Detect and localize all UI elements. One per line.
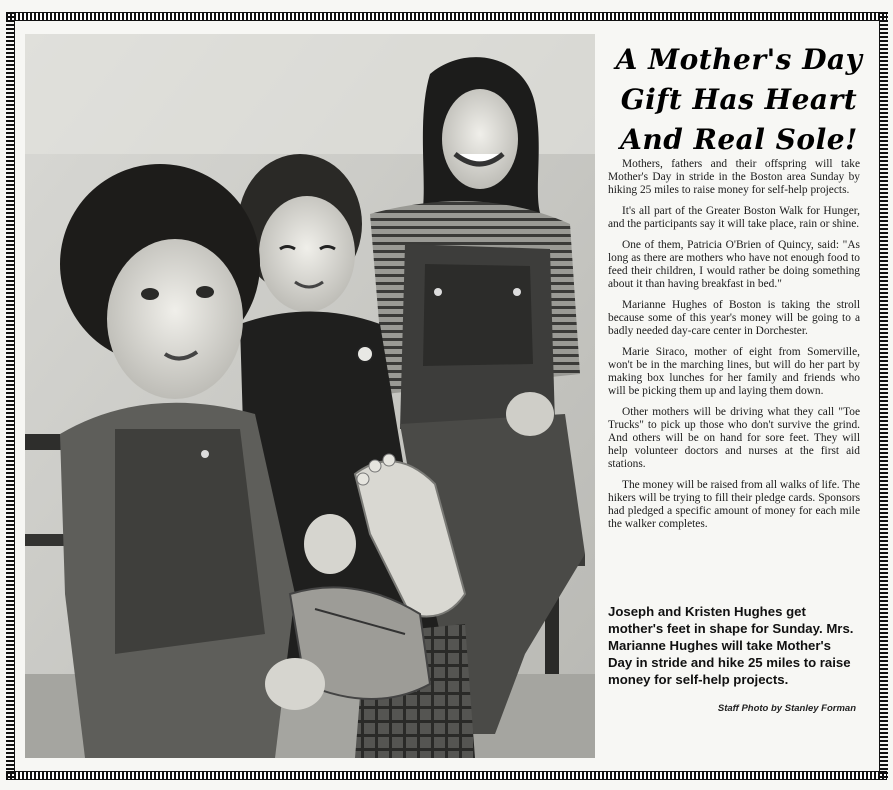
headline-line-3: And Real Sole! [620,123,858,156]
article-paragraph-7: The money will be raised from all walks of life. The hikers will be trying to fill their pledge cards. Sponsors had pledged a specific amount of money for each mile the walker completes. [608,479,860,530]
headline [606,40,872,160]
headline-line-2: Gift Has Heart [620,83,858,116]
article-paragraph-1: Mothers, fathers and their offspring will take Mother's Day in stride in the Boston area Sunday by hiking 25 miles to raise money for self-help projects. [608,158,860,196]
article-paragraph-2: It's all part of the Greater Boston Walk for Hunger, and the participants say it will take place, rain or shine. [608,205,860,230]
article-paragraph-5: Marie Siraco, mother of eight from Somerville, won't be in the marching lines, but will do her part by making box lunches for her family and friends who will be picking them up and laying them down. [608,346,860,397]
right-border-rule [879,12,888,780]
top-border-rule [6,12,887,21]
bottom-border-rule [6,771,887,780]
article-paragraph-3: One of them, Patricia O'Brien of Quincy, said: "As long as there are mothers who have not enough food to feed their children, I would rather be doing something about it than having breakfast in bed." [608,239,860,290]
headline-line-1: A Mother's Day [615,43,863,76]
article-paragraph-4: Marianne Hughes of Boston is taking the stroll because some of this year's money will be going to a badly needed day-care center in Dorchester. [608,299,860,337]
photo-credit: Staff Photo by Stanley Forman [717,703,856,714]
left-border-rule [6,12,15,780]
article-body [608,158,860,539]
article-paragraph-6: Other mothers will be driving what they call "Toe Trucks" to pick up those who don't survive the grind. And others will be on hand for sore feet. They will help volunteer doctors and nurses at the first aid stations. [608,406,860,470]
news-photo [25,34,595,758]
photo-caption: Joseph and Kristen Hughes get mother's feet in shape for Sunday. Mrs. Marianne Hughes will take Mother's Day in stride and hike 25 miles to raise money for self-help projects. [608,604,854,687]
